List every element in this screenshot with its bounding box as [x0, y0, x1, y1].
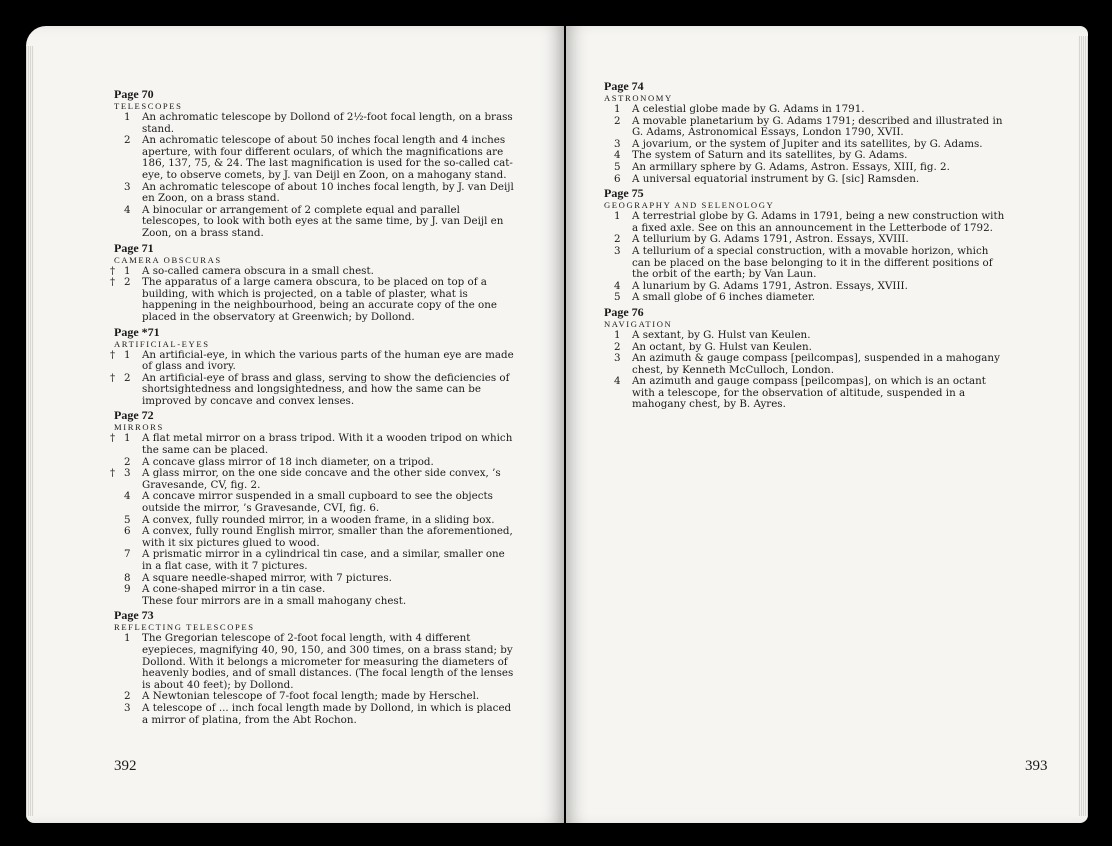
page-reference-heading: Page 74 [604, 79, 644, 93]
item-text: A so-called camera obscura in a small chest. [142, 264, 374, 277]
page-reference-heading: Page 72 [114, 408, 154, 423]
catalogue-item [604, 353, 1010, 376]
catalogue-item [114, 205, 516, 240]
item-text: A convex, fully round English mirror, smaller than the aforementioned, with it six pictures glued to wood. [142, 525, 513, 549]
page-reference-heading: Page 70 [114, 87, 154, 101]
item-number: 5 [124, 513, 131, 526]
catalogue-item [110, 432, 516, 457]
catalogue-item [110, 276, 516, 323]
catalogue-item [114, 135, 516, 181]
item-number: 2 [124, 690, 131, 703]
section-heading: ARTIFICIAL-EYES [114, 338, 210, 349]
item-number: 2 [124, 455, 131, 468]
item-number: 2 [124, 134, 131, 147]
open-book [26, 26, 1088, 823]
item-text: A flat metal mirror on a brass tripod. With it a wooden tripod on which the same can be placed. [142, 432, 513, 457]
catalogue-item [604, 246, 1010, 281]
item-number: 1 [124, 264, 131, 277]
item-number: 4 [124, 490, 131, 503]
item-text: A glass mirror, on the one side concave and the other side convex, ’s Gravesande, CV, fig. 2. [142, 467, 501, 491]
item-text: A sextant, by G. Hulst van Keulen. [632, 328, 811, 341]
section-heading: ASTRONOMY [604, 93, 673, 103]
item-number: 3 [124, 701, 131, 714]
item-number: 3 [124, 467, 131, 480]
catalogue-item [114, 182, 516, 205]
item-text: A prismatic mirror in a cylindrical tin case, and a similar, smaller one in a flat case, with it 7 pictures. [142, 548, 505, 572]
catalogue-item [114, 112, 516, 135]
catalogue-item [110, 348, 516, 373]
item-number: 1 [124, 348, 131, 361]
item-text: An azimuth & gauge compass [peilcompas], suspended in a mahogany chest, by Kenneth McCulloch, London. [632, 352, 1000, 376]
item-text: A small globe of 6 inches diameter. [632, 291, 816, 304]
item-text: A square needle-shaped mirror, with 7 pictures. [142, 571, 392, 584]
item-text: An octant, by G. Hulst van Keulen. [632, 340, 812, 353]
item-text: The Gregorian telescope of 2-foot focal length, with 4 different eyepieces, magnifying 40, 90, 150, and 300 times, on a brass stand; by Dollond. With it belongs a micrometer for measuring the diameters of heavenly bodies, and of small distances. (The focal length of the lenses is about 40 feet); by Dollond. [142, 632, 514, 691]
left-column [110, 86, 516, 726]
catalogue-note: These four mirrors are in a small mahogany chest. [142, 594, 407, 607]
catalogue-item [110, 371, 516, 408]
dagger-mark: † [110, 276, 116, 289]
dagger-mark: † [110, 348, 116, 361]
item-number: 2 [614, 114, 621, 127]
item-text: A binocular or arrangement of 2 complete equal and parallel telescopes, to look with both eyes at the same time, by J. van Deijl en Zoon, on a brass stand. [142, 203, 504, 239]
catalogue-item [114, 491, 516, 514]
item-text: A Newtonian telescope of 7-foot focal length; made by Herschel. [142, 690, 480, 703]
item-number: 1 [614, 103, 621, 115]
item-text: An achromatic telescope of about 50 inches focal length and 4 inches aperture, with four different oculars, of which the magnifications are 186, 137, 75, & 24. The last magnification is used for the so-called cat-eye, to observe comets, by J. van Deijl en Zoon, on a mahogany stand. [142, 134, 513, 181]
right-page [566, 26, 1088, 823]
catalogue-item [114, 584, 516, 596]
dagger-mark: † [110, 264, 116, 277]
item-number: 2 [614, 233, 621, 246]
item-number: 8 [124, 571, 131, 584]
item-number: 2 [614, 340, 621, 353]
page-reference-heading: Page 76 [604, 304, 644, 319]
item-text: A concave glass mirror of 18 inch diameter, on a tripod. [142, 455, 434, 468]
item-text: The system of Saturn and its satellites, by G. Adams. [632, 149, 908, 162]
item-text: The apparatus of a large camera obscura, to be placed on top of a building, with which is projected, on a table of plaster, what is happening in the neighbourhood, being an accurate copy of the one placed in the observatory at Greenwich; by Dollond. [142, 276, 497, 323]
catalogue-item [114, 703, 516, 726]
item-text: A terrestrial globe by G. Adams in 1791, being a new construction with a fixed axle. See on this an announcement in the Letterbode of 1792. [632, 210, 1005, 234]
dagger-mark: † [110, 432, 116, 445]
item-number: 2 [124, 276, 131, 289]
catalogue-item [110, 467, 516, 491]
catalogue-item [604, 376, 1010, 411]
item-number: 6 [124, 525, 131, 538]
page-edges-right [1078, 36, 1088, 816]
catalogue-item [604, 292, 1010, 304]
left-folio: 392 [114, 758, 137, 774]
item-number: 3 [124, 180, 131, 193]
item-number: 2 [124, 371, 131, 384]
item-text: A telescope of ... inch focal length made by Dollond, in which is placed a mirror of platina, from the Abt Rochon. [142, 701, 512, 726]
dagger-mark: † [110, 371, 116, 384]
item-number: 1 [124, 111, 131, 123]
item-text: An achromatic telescope by Dollond of 2½-foot focal length, on a brass stand. [142, 111, 513, 135]
catalogue-item [114, 633, 516, 691]
item-text: An armillary sphere by G. Adams, Astron. Essays, XIII, fig. 2. [632, 160, 950, 173]
item-number: 5 [614, 160, 621, 173]
item-number: 9 [124, 583, 131, 596]
left-page [26, 26, 564, 823]
item-number: 3 [614, 244, 621, 257]
item-number: 4 [614, 149, 621, 162]
item-number: 7 [124, 548, 131, 561]
page-reference-heading: Page 73 [114, 608, 154, 623]
item-text: An artificial-eye, in which the various parts of the human eye are made of glass and ivory. [142, 348, 514, 373]
section-heading: TELESCOPES [114, 101, 183, 111]
page-reference-heading: Page *71 [114, 324, 160, 339]
section-heading: NAVIGATION [604, 318, 673, 329]
item-number: 5 [614, 291, 621, 304]
item-number: 1 [614, 328, 621, 341]
item-text: A cone-shaped mirror in a tin case. [142, 583, 326, 596]
item-text: A concave mirror suspended in a small cupboard to see the objects outside the mirror, ’s Gravesande, CVI, fig. 6. [142, 490, 493, 515]
section-heading: CAMERA OBSCURAS [114, 254, 222, 265]
item-text: An azimuth and gauge compass [peilcompas], on which is an octant with a telescope, for the observation of altitude, suspended in a mahogany chest, by B. Ayres. [632, 375, 986, 411]
item-number: 6 [614, 172, 621, 185]
item-number: 3 [614, 352, 621, 365]
right-folio: 393 [1025, 758, 1048, 774]
dagger-mark: † [110, 467, 116, 480]
item-text: A celestial globe made by G. Adams in 1791. [632, 103, 865, 115]
item-text: An artificial-eye of brass and glass, serving to show the deficiencies of shortsightedness and longsightedness, and how the same can be improved by concave and convex lenses. [142, 371, 510, 407]
item-number: 1 [614, 210, 621, 223]
section-heading: MIRRORS [114, 422, 164, 433]
item-text: A tellurium of a special construction, with a movable horizon, which can be placed on the base belonging to it in the different positions of the orbit of the earth; by Van Laun. [632, 244, 993, 281]
item-text: A tellurium by G. Adams 1791, Astron. Essays, XVIII. [632, 233, 909, 246]
catalogue-item [604, 211, 1010, 234]
catalogue-item [604, 116, 1010, 139]
item-text: A universal equatorial instrument by G. [sic] Ramsden. [632, 172, 920, 185]
page-reference-heading: Page 75 [604, 186, 644, 201]
right-column [604, 78, 1010, 411]
catalogue-item [114, 526, 516, 549]
item-text: A lunarium by G. Adams 1791, Astron. Essays, XVIII. [632, 279, 908, 292]
item-text: A convex, fully rounded mirror, in a wooden frame, in a sliding box. [142, 513, 495, 526]
item-number: 4 [614, 375, 621, 388]
item-number: 4 [614, 279, 621, 292]
catalogue-item [114, 549, 516, 572]
section-heading: GEOGRAPHY AND SELENOLOGY [604, 200, 775, 211]
section-heading: REFLECTING TELESCOPES [114, 622, 255, 633]
item-text: A jovarium, or the system of Jupiter and its satellites, by G. Adams. [632, 137, 983, 150]
item-number: 1 [124, 432, 131, 445]
item-number: 4 [124, 203, 131, 216]
item-text: A movable planetarium by G. Adams 1791; described and illustrated in G. Adams, Astronomical Essays, London 1790, XVII. [632, 114, 1003, 139]
catalogue-item [604, 174, 1010, 186]
page-reference-heading: Page 71 [114, 240, 154, 255]
item-text: An achromatic telescope of about 10 inches focal length, by J. van Deijl en Zoon, on a brass stand. [142, 180, 514, 205]
page-edges-left [26, 46, 34, 816]
item-number: 1 [124, 632, 131, 645]
item-number: 3 [614, 137, 621, 150]
